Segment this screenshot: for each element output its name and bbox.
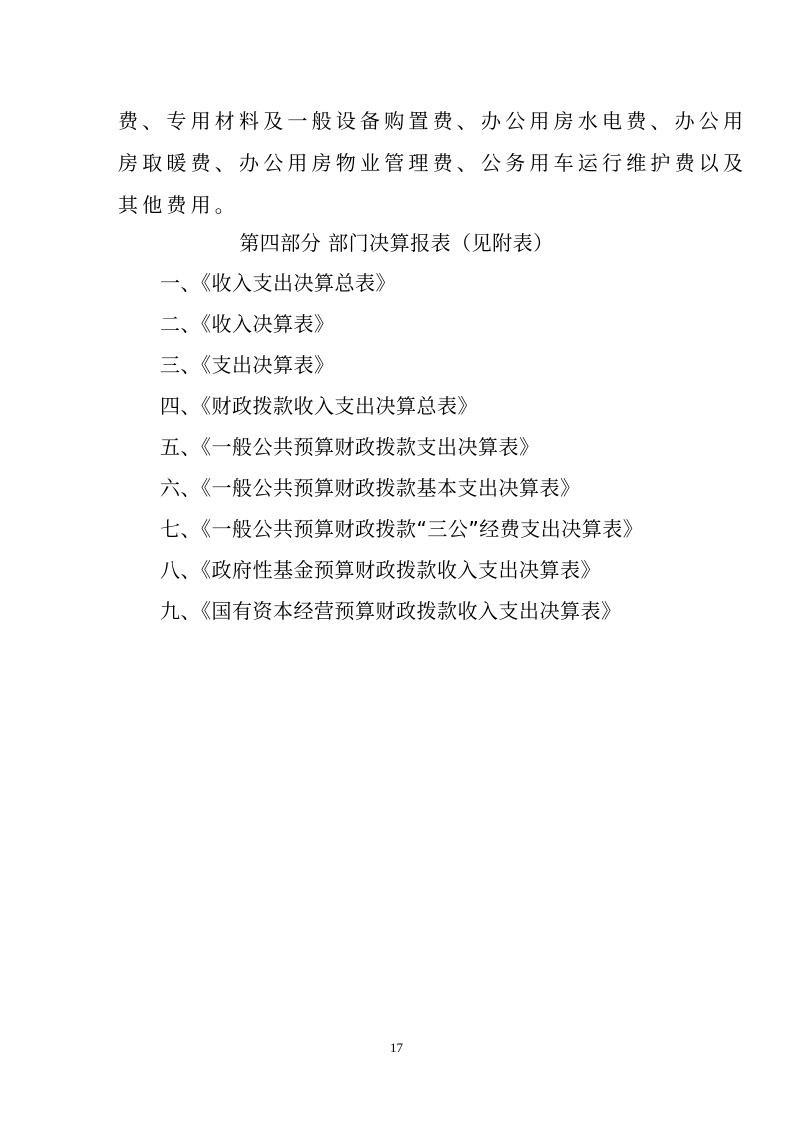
list-item: 八、《政府性基金预算财政拨款收入支出决算表》 bbox=[160, 558, 601, 582]
list-item: 一、《收入支出决算总表》 bbox=[160, 271, 396, 295]
paragraph-line: 其他费用。 bbox=[118, 193, 239, 217]
paragraph-line: 费、专用材料及一般设备购置费、办公用房水电费、办公用 bbox=[118, 109, 748, 133]
list-item: 七、《一般公共预算财政拨款“三公”经费支出决算表》 bbox=[160, 517, 644, 541]
section-heading: 第四部分 部门决算报表（见附表） bbox=[239, 231, 554, 255]
list-item: 三、《支出决算表》 bbox=[160, 353, 335, 377]
paragraph-line: 房取暖费、办公用房物业管理费、公务用车运行维护费以及 bbox=[118, 151, 748, 175]
list-item: 九、《国有资本经营预算财政拨款收入支出决算表》 bbox=[160, 599, 622, 623]
page-number: 17 bbox=[390, 1040, 403, 1055]
body-paragraph bbox=[118, 100, 748, 226]
report-table-list bbox=[160, 268, 720, 637]
list-item: 五、《一般公共预算财政拨款支出决算表》 bbox=[160, 435, 540, 459]
list-item: 四、《财政拨款收入支出决算总表》 bbox=[160, 394, 478, 418]
list-item: 六、《一般公共预算财政拨款基本支出决算表》 bbox=[160, 476, 581, 500]
list-item: 二、《收入决算表》 bbox=[160, 312, 335, 336]
